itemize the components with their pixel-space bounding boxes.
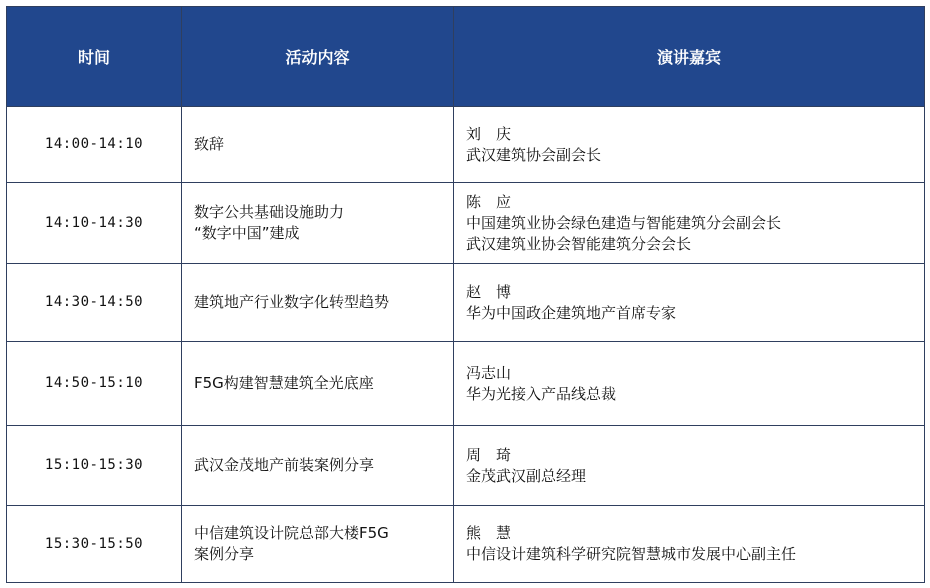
activity-cell [182, 506, 454, 583]
table-body [7, 107, 925, 583]
speaker-title: 金茂武汉副总经理 [466, 466, 587, 485]
speaker-title: 中信设计建筑科学研究院智慧城市发展中心副主任 [466, 545, 797, 563]
speaker-title: 武汉建筑业协会智能建筑分会会长 [466, 234, 692, 253]
activity-line: 中信建筑设计院总部大楼F5G [194, 524, 389, 542]
speaker-name: 刘 庆 [466, 124, 512, 143]
speaker-name: 陈 应 [466, 192, 512, 211]
activity-line: “数字中国”建成 [194, 224, 300, 242]
speaker-cell [454, 264, 925, 342]
activity-line: 建筑地产行业数字化转型趋势 [194, 293, 390, 311]
table-row [7, 264, 925, 342]
speaker-name: 赵 博 [466, 282, 512, 301]
time-cell: 14:50-15:10 [7, 342, 182, 426]
activity-cell [182, 107, 454, 183]
activity-line: 数字公共基础设施助力 [194, 203, 345, 221]
time-cell: 14:30-14:50 [7, 264, 182, 342]
activity-line: 武汉金茂地产前装案例分享 [194, 456, 375, 474]
agenda-table [6, 6, 925, 583]
table-row [7, 107, 925, 183]
activity-line: 案例分享 [194, 545, 255, 563]
header-row [7, 7, 925, 107]
header-activity: 活动内容 [182, 7, 454, 107]
speaker-cell [454, 107, 925, 183]
speaker-cell [454, 506, 925, 583]
speaker-name: 周 琦 [466, 445, 512, 464]
activity-cell [182, 183, 454, 264]
table-row [7, 506, 925, 583]
table-row [7, 183, 925, 264]
speaker-cell [454, 342, 925, 426]
activity-cell [182, 342, 454, 426]
agenda-container [6, 6, 924, 584]
speaker-cell [454, 183, 925, 264]
table-row [7, 426, 925, 506]
speaker-cell [454, 426, 925, 506]
time-cell: 15:30-15:50 [7, 506, 182, 583]
header-time: 时间 [7, 7, 182, 107]
activity-line: F5G构建智慧建筑全光底座 [194, 374, 374, 392]
time-cell: 14:00-14:10 [7, 107, 182, 183]
table-row [7, 342, 925, 426]
time-cell: 14:10-14:30 [7, 183, 182, 264]
time-cell: 15:10-15:30 [7, 426, 182, 506]
table-header [7, 7, 925, 107]
speaker-title: 华为中国政企建筑地产首席专家 [466, 303, 677, 322]
activity-line: 致辞 [194, 135, 225, 153]
activity-cell [182, 264, 454, 342]
activity-cell [182, 426, 454, 506]
speaker-title: 华为光接入产品线总裁 [466, 384, 617, 403]
speaker-title: 武汉建筑协会副会长 [466, 145, 602, 164]
header-speaker: 演讲嘉宾 [454, 7, 925, 107]
speaker-name: 冯志山 [466, 363, 512, 382]
speaker-name: 熊 慧 [466, 524, 512, 542]
speaker-title: 中国建筑业协会绿色建造与智能建筑分会副会长 [466, 213, 782, 232]
